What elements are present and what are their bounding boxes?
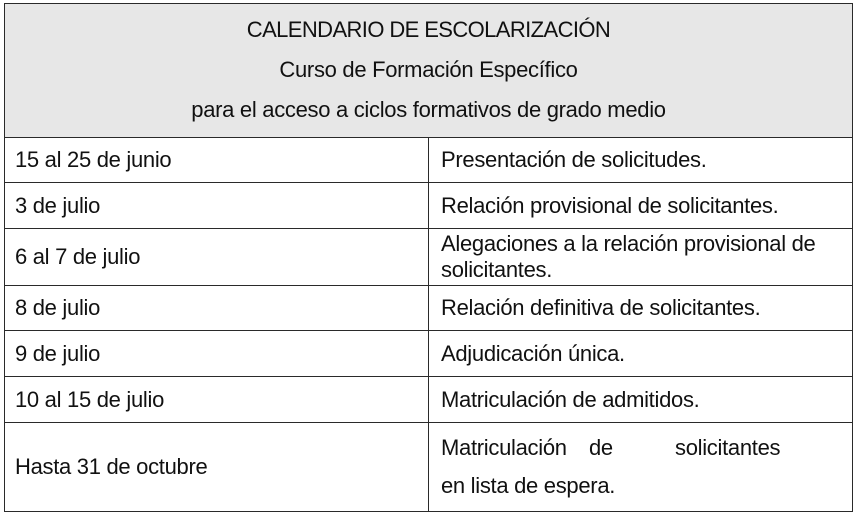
table-row: [5, 423, 853, 512]
event-word: de: [589, 435, 613, 461]
date-cell: 15 al 25 de junio: [5, 137, 429, 183]
event-line-1: [441, 429, 852, 467]
event-word: Matriculación: [441, 435, 567, 461]
calendar-subtitle-line-1: Curso de Formación Específico: [279, 57, 578, 83]
table-row: [5, 183, 853, 229]
calendar-table: [4, 3, 853, 512]
header-row: [5, 4, 853, 138]
table-row: [5, 377, 853, 423]
event-line-2: en lista de espera.: [441, 473, 616, 499]
table-row: [5, 331, 853, 377]
date-cell: 10 al 15 de julio: [5, 377, 429, 423]
event-cell: Presentación de solicitudes.: [429, 137, 853, 183]
calendar-subtitle-line-2: para el acceso a ciclos formativos de grado medio: [191, 97, 666, 123]
date-cell: 6 al 7 de julio: [5, 229, 429, 285]
event-cell: Alegaciones a la relación provisional de solicitantes.: [429, 229, 853, 285]
table-row: [5, 229, 853, 285]
event-cell: Relación definitiva de solicitantes.: [429, 285, 853, 331]
date-cell: 8 de julio: [5, 285, 429, 331]
event-cell: [429, 423, 853, 512]
date-cell: Hasta 31 de octubre: [5, 423, 429, 512]
event-cell: Relación provisional de solicitantes.: [429, 183, 853, 229]
calendar-title: CALENDARIO DE ESCOLARIZACIÓN: [246, 17, 611, 43]
date-cell: 3 de julio: [5, 183, 429, 229]
header-cell: [5, 4, 853, 138]
event-cell: Adjudicación única.: [429, 331, 853, 377]
event-word: solicitantes: [675, 435, 781, 461]
table-row: [5, 137, 853, 183]
date-cell: 9 de julio: [5, 331, 429, 377]
event-cell: Matriculación de admitidos.: [429, 377, 853, 423]
table-row: [5, 285, 853, 331]
